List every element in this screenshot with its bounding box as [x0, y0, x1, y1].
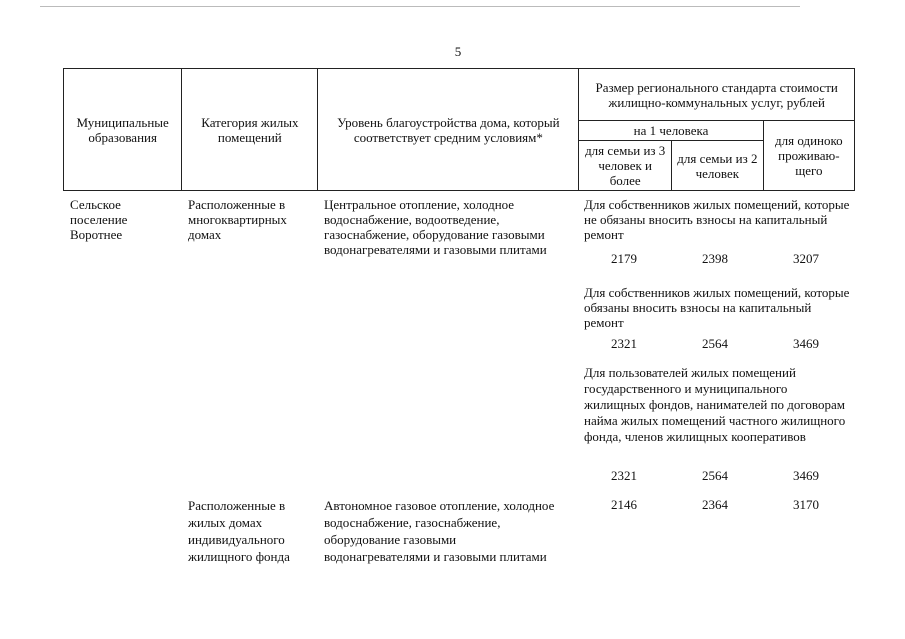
row1-level: Центральное отопление, холодное водоснабжение, водоотведение, газоснабжение, оборудование газовыми водонагревателями и газовыми плитами [324, 197, 547, 257]
row1-group1-single: 3207 [793, 251, 819, 266]
row2-family3: 2146 [611, 497, 637, 512]
scan-top-rule [40, 6, 800, 7]
row1-group2-family2: 2564 [702, 336, 728, 351]
row1-group1-label: Для собственников жилых помещений, которые не обязаны вносить взносы на капитальный ремонт [584, 197, 850, 242]
header-municipality: Муниципальные образования [64, 69, 182, 191]
header-category: Категория жилых помещений [182, 69, 318, 191]
row1-group2-family3: 2321 [611, 336, 637, 351]
row1-group1-family3: 2179 [611, 251, 637, 266]
row1-group3-single: 3469 [793, 468, 819, 483]
header-family-3: для семьи из 3 человек и более [579, 141, 672, 191]
header-single: для одиноко проживаю-щего [763, 121, 854, 191]
row2-family2: 2364 [702, 497, 728, 512]
row1-category: Расположенные в многоквартирных домах [188, 197, 287, 242]
row2-level: Автономное газовое отопление, холодное водоснабжение, газоснабжение, оборудование газовыми водонагревателями и газовыми плитами [324, 498, 555, 564]
row1-group2-label: Для собственников жилых помещений, которые обязаны вносить взносы на капитальный ремонт [584, 285, 850, 330]
row1-group2-single: 3469 [793, 336, 819, 351]
row2-category: Расположенные в жилых домах индивидуального жилищного фонда [188, 498, 290, 564]
header-family-2: для семьи из 2 человек [672, 141, 764, 191]
page-number: 5 [454, 44, 462, 59]
header-standard: Размер регионального стандарта стоимости жилищно-коммунальных услуг, рублей [579, 69, 855, 121]
header-level: Уровень благоустройства дома, который соответствует средним условиям* [318, 69, 579, 191]
header-table [63, 68, 855, 191]
row1-group1-family2: 2398 [702, 251, 728, 266]
row1-group3-family2: 2564 [702, 468, 728, 483]
header-per-person: на 1 человека [579, 121, 763, 141]
row1-group3-family3: 2321 [611, 468, 637, 483]
row1-municipality: Сельское поселение Воротнее [70, 197, 128, 242]
row1-group3-label: Для пользователей жилых помещений государственного и муниципального жилищных фондов, нанимателей по договорам найма жилых помещений частного жилищного фонда, членов жилищных кооперативов [584, 365, 846, 444]
row2-single: 3170 [793, 497, 819, 512]
